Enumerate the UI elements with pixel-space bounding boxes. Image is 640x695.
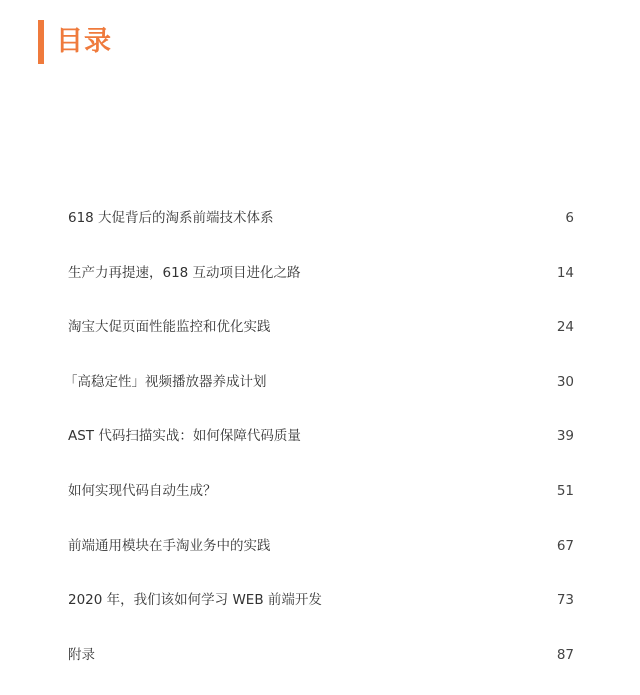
toc-entry-page: 39 bbox=[556, 428, 574, 445]
toc-entry-title: AST 代码扫描实战：如何保障代码质量 bbox=[68, 428, 301, 445]
toc-entry[interactable] bbox=[68, 422, 574, 477]
toc-entry-page: 14 bbox=[556, 264, 574, 281]
toc-entry-title: 2020 年，我们该如何学习 WEB 前端开发 bbox=[68, 592, 322, 609]
toc-entry-title: 「高稳定性」视频播放器养成计划 bbox=[64, 373, 267, 390]
table-of-contents bbox=[64, 204, 574, 695]
toc-entry-page: 67 bbox=[556, 537, 574, 554]
toc-entry[interactable] bbox=[64, 368, 574, 423]
toc-entry-page: 87 bbox=[556, 646, 574, 663]
toc-entry-title: 前端通用模块在手淘业务中的实践 bbox=[68, 537, 271, 554]
toc-entry[interactable] bbox=[68, 204, 574, 259]
toc-entry-title: 附录 bbox=[68, 646, 95, 663]
toc-entry-title: 618 大促背后的淘系前端技术体系 bbox=[68, 210, 274, 226]
toc-entry[interactable] bbox=[68, 586, 574, 641]
toc-entry-page: 51 bbox=[556, 482, 574, 499]
toc-entry[interactable] bbox=[68, 313, 574, 368]
toc-entry[interactable] bbox=[68, 532, 574, 587]
toc-entry-page: 6 bbox=[565, 210, 574, 226]
toc-entry-title: 生产力再提速，618 互动项目进化之路 bbox=[68, 264, 301, 281]
toc-entry[interactable] bbox=[68, 477, 574, 532]
page-title: 目录 bbox=[56, 26, 112, 57]
toc-heading bbox=[38, 20, 112, 64]
toc-entry-title: 淘宝大促页面性能监控和优化实践 bbox=[68, 319, 271, 336]
toc-entry-title: 如何实现代码自动生成？ bbox=[68, 482, 217, 499]
toc-entry[interactable] bbox=[68, 259, 574, 314]
toc-entry-page: 73 bbox=[556, 592, 574, 609]
heading-accent-bar bbox=[38, 20, 44, 64]
toc-entry-page: 30 bbox=[556, 373, 574, 390]
toc-entry-page: 24 bbox=[556, 319, 574, 336]
toc-entry[interactable] bbox=[68, 641, 574, 695]
